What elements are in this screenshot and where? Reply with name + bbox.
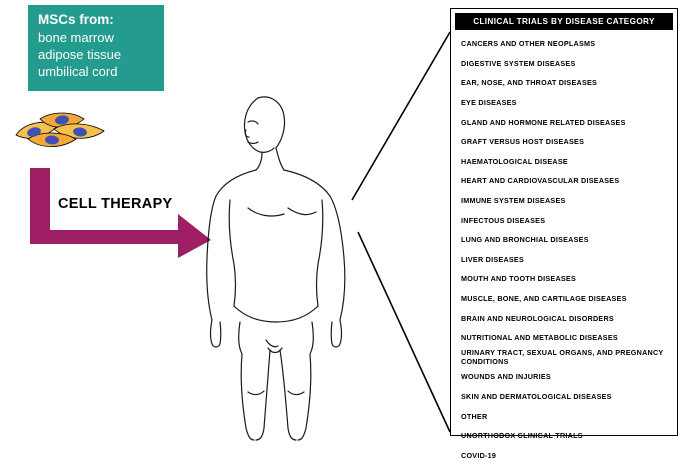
list-item: MOUTH AND TOOTH DISEASES: [461, 274, 577, 284]
list-item: OTHER: [461, 411, 488, 421]
list-item: GRAFT VERSUS HOST DISEASES: [461, 137, 585, 147]
list-item: BRAIN AND NEUROLOGICAL DISORDERS: [461, 313, 614, 323]
list-item: IMMUNE SYSTEM DISEASES: [461, 196, 566, 206]
clinical-trials-header: CLINICAL TRIALS BY DISEASE CATEGORY: [455, 13, 673, 30]
list-item: CANCERS AND OTHER NEOPLASMS: [461, 39, 596, 49]
msc-box-title: MSCs from:: [38, 12, 114, 27]
msc-source-box: [28, 5, 164, 91]
list-item: NUTRITIONAL AND METABOLIC DISEASES: [461, 333, 618, 343]
list-item: EYE DISEASES: [461, 98, 517, 108]
cell-therapy-arrow: [28, 168, 213, 258]
connector-lines: [330, 10, 460, 440]
list-item: LUNG AND BRONCHIAL DISEASES: [461, 235, 589, 245]
list-item: GLAND AND HORMONE RELATED DISEASES: [461, 117, 626, 127]
list-item: SKIN AND DERMATOLOGICAL DISEASES: [461, 391, 612, 401]
msc-cells-illustration: [10, 105, 110, 153]
list-item: INFECTOUS DISEASES: [461, 215, 546, 225]
msc-source-umbilical-cord: umbilical cord: [38, 64, 118, 79]
clinical-trials-list: [451, 34, 677, 465]
list-item: HEART AND CARDIOVASCULAR DISEASES: [461, 176, 620, 186]
list-item: UNORTHODOX CLINICAL TRIALS: [461, 431, 583, 441]
list-item: COVID-19: [461, 450, 497, 460]
list-item: URINARY TRACT, SEXUAL ORGANS, AND PREGNANCY CONDITIONS: [461, 348, 664, 367]
list-item: EAR, NOSE, AND THROAT DISEASES: [461, 78, 598, 88]
list-item: HAEMATOLOGICAL DISEASE: [461, 156, 568, 166]
msc-source-adipose-tissue: adipose tissue: [38, 47, 122, 62]
clinical-trials-panel: [450, 8, 678, 460]
list-item: LIVER DISEASES: [461, 254, 525, 264]
msc-source-bone-marrow: bone marrow: [38, 30, 114, 45]
list-item: MUSCLE, BONE, AND CARTILAGE DISEASES: [461, 294, 627, 304]
cell-therapy-label: CELL THERAPY: [58, 196, 173, 212]
list-item: DIGESTIVE SYSTEM DISEASES: [461, 58, 576, 68]
list-item: WOUNDS AND INJURIES: [461, 372, 551, 382]
